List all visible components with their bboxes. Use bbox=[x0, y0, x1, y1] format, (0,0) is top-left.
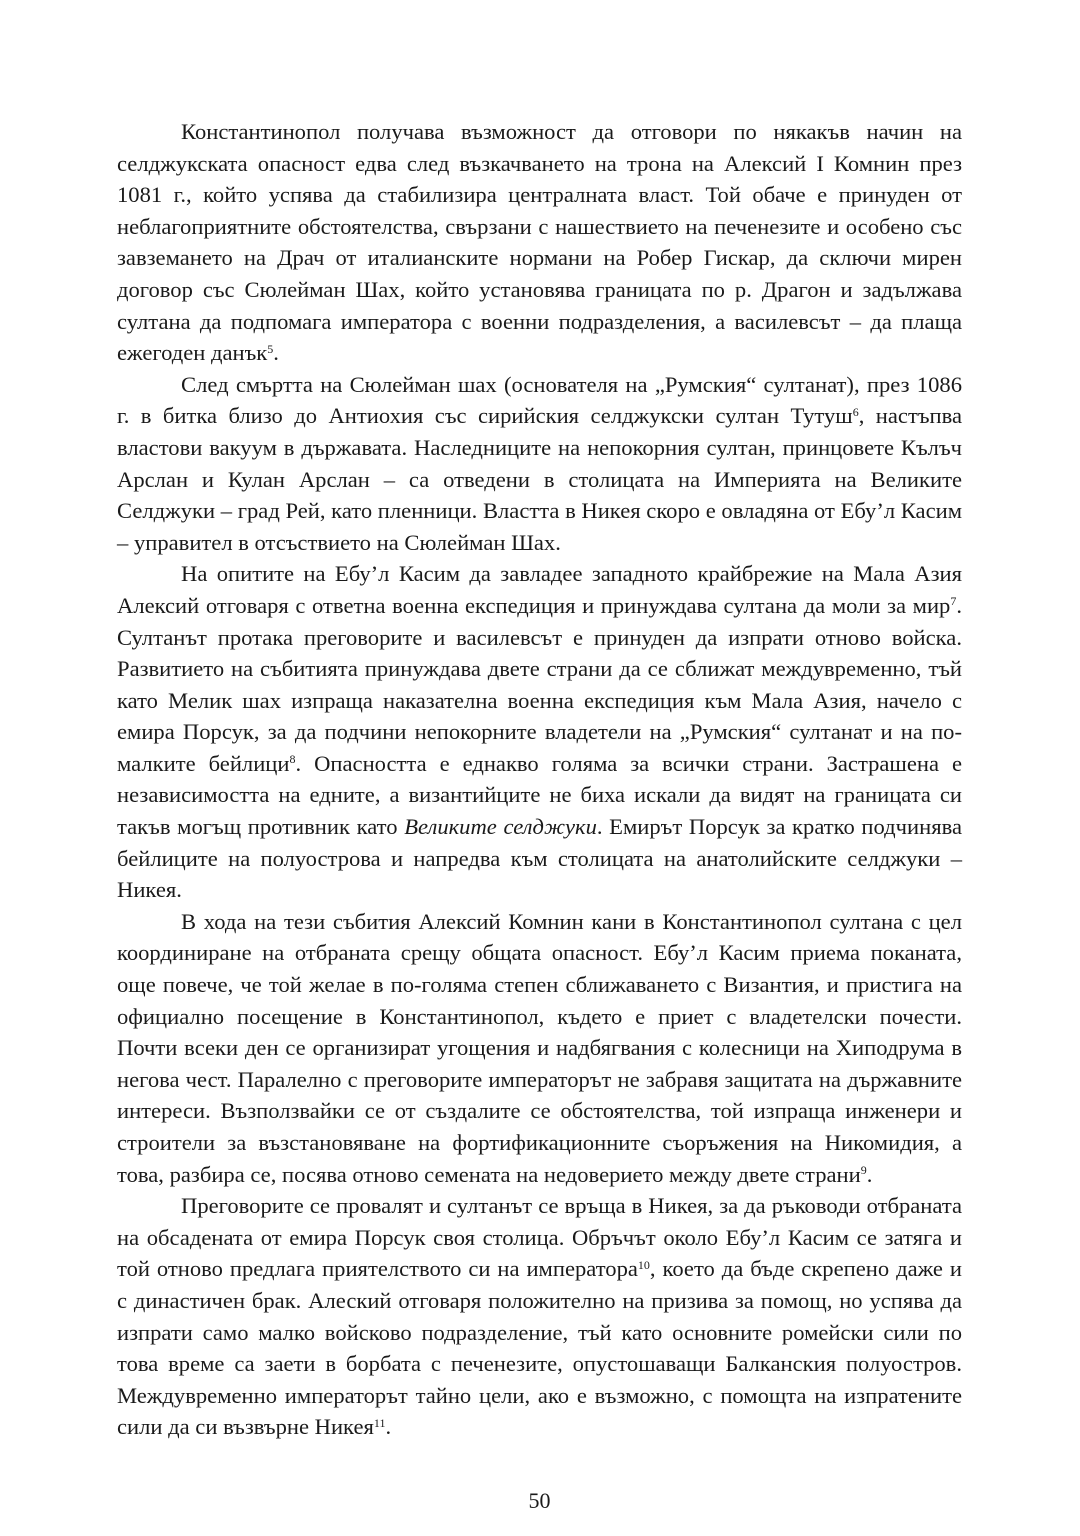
paragraph-text: . Опасността е еднакво голяма за всички страни. Застрашена е независимостта на едните, а византийците не биха искали да видят на границата си такъв могъщ противник като bbox=[117, 750, 962, 840]
paragraph-text: . Емирът Порсук за кратко подчинява бейлиците на полуострова и напредва към столицата на анатолийските селджуки – Никея. bbox=[117, 814, 962, 903]
paragraph-text: . bbox=[866, 1161, 873, 1187]
footnote-ref-5[interactable]: 5 bbox=[267, 341, 274, 356]
paragraph-text: . bbox=[385, 1414, 392, 1440]
footnote-ref-9[interactable]: 9 bbox=[860, 1163, 867, 1178]
page-number: 50 bbox=[528, 1488, 551, 1513]
paragraph-text: Константинопол получава възможност да отговори по някакъв начин на селджукската опасност едва след възкачването на трона на Алексий I Комнин през 1081 г., който успява да стабилизира централната власт. Той обаче е принуден от неблагоприятните обстоятелства, свързани с нашествието на печенезите и особено със завземането на Драч от италианските нормани на Робер Гискар, да сключи мирен договор със Сюлейман Шах, който установява границата по р. Драгон и задължава султана да подпомага императора с военни подразделения, а василевсът – да плаща ежегоден данък bbox=[117, 119, 962, 366]
paragraph-4 bbox=[117, 906, 962, 1190]
paragraph-1 bbox=[117, 116, 962, 369]
paragraph-2 bbox=[117, 369, 962, 559]
paragraph-text: След смъртта на Сюлейман шах (основателя на „Румския“ султанат), през 1086 г. в битка близо до Антиохия със сирийския селджукски султан Тутуш bbox=[117, 371, 962, 429]
italic-term: Великите селджуки bbox=[404, 814, 597, 840]
footnote-ref-11[interactable]: 11 bbox=[373, 1415, 386, 1430]
footnote-ref-8[interactable]: 8 bbox=[289, 752, 296, 767]
paragraph-text: , настъпва властови вакуум в държавата. Наследниците на непокорния султан, принцовете Кълъч Арслан и Кулан Арслан – са отведени в столицата на Империята на Великите Селджуки – град Рей, като пленници. Властта в Никея скоро е овладяна от Ебу’л Касим – управител в отсъствието на Сюлейман Шах. bbox=[117, 403, 962, 555]
paragraph-text: . Султанът протака преговорите и василевсът е принуден да изпрати отново войска. Развитието на събитията принуждава двете страни да се сближат междувременно, тъй като Мелик шах изпраща наказателна военна експедиция към Мала Азия, начело с емира Порсук, за да подчини непокорните владетели на „Румския“ султанат и на по-малките бейлици bbox=[117, 592, 962, 776]
paragraph-text: Преговорите се провалят и султанът се връща в Никея, за да ръководи отбраната на обсадената от емира Порсук своя столица. Обръчът около Ебу’л Касим се затяга и той отново предлага приятелството си на императора bbox=[117, 1193, 962, 1282]
paragraph-text: . bbox=[273, 340, 279, 366]
document-page bbox=[117, 116, 962, 1536]
paragraph-5 bbox=[117, 1190, 962, 1443]
paragraph-text: , което да бъде скрепено даже и с династичен брак. Алеский отговаря положително на призива за помощ, но успява да изпрати само малко войсково подразделение, тъй като основните ромейски сили по това време са заети в борбата с печенезите, опустошаващи Балканския полуостров. Междувременно императорът тайно цели, ако е възможно, с помощта на изпратените сили да си възвърне Никея bbox=[117, 1256, 962, 1440]
paragraph-text: В хода на тези събития Алексий Комнин кани в Константинопол султана с цел координиране на отбраната срещу общата опасност. Ебу’л Касим приема поканата, още повече, че той желае в по-голяма степен сближаването с Византия, и пристига на официално посещение в Константинопол, където е приет с владетелски почести. Почти всеки ден се организират угощения и надбягвания с колесници на Хиподрума в негова чест. Паралелно с преговорите императорът не забравя защитата на държавните интереси. Възползвайки се от създалите се обстоятелства, той изпраща инженери и строители за възстановяване на фортификационните съоръжения на Никомидия, а това, разбира се, посява отново семената на недоверието между двете страни bbox=[117, 908, 962, 1187]
footnote-ref-7[interactable]: 7 bbox=[950, 594, 957, 609]
paragraph-text: На опитите на Ебу’л Касим да завладее западното крайбрежие на Мала Азия Алексий отговаря с ответна военна експедиция и принуждава султана да моли за мир bbox=[117, 561, 962, 618]
footnote-ref-6[interactable]: 6 bbox=[852, 404, 859, 419]
paragraph-3 bbox=[117, 558, 962, 906]
footnote-ref-10[interactable]: 10 bbox=[637, 1257, 650, 1272]
